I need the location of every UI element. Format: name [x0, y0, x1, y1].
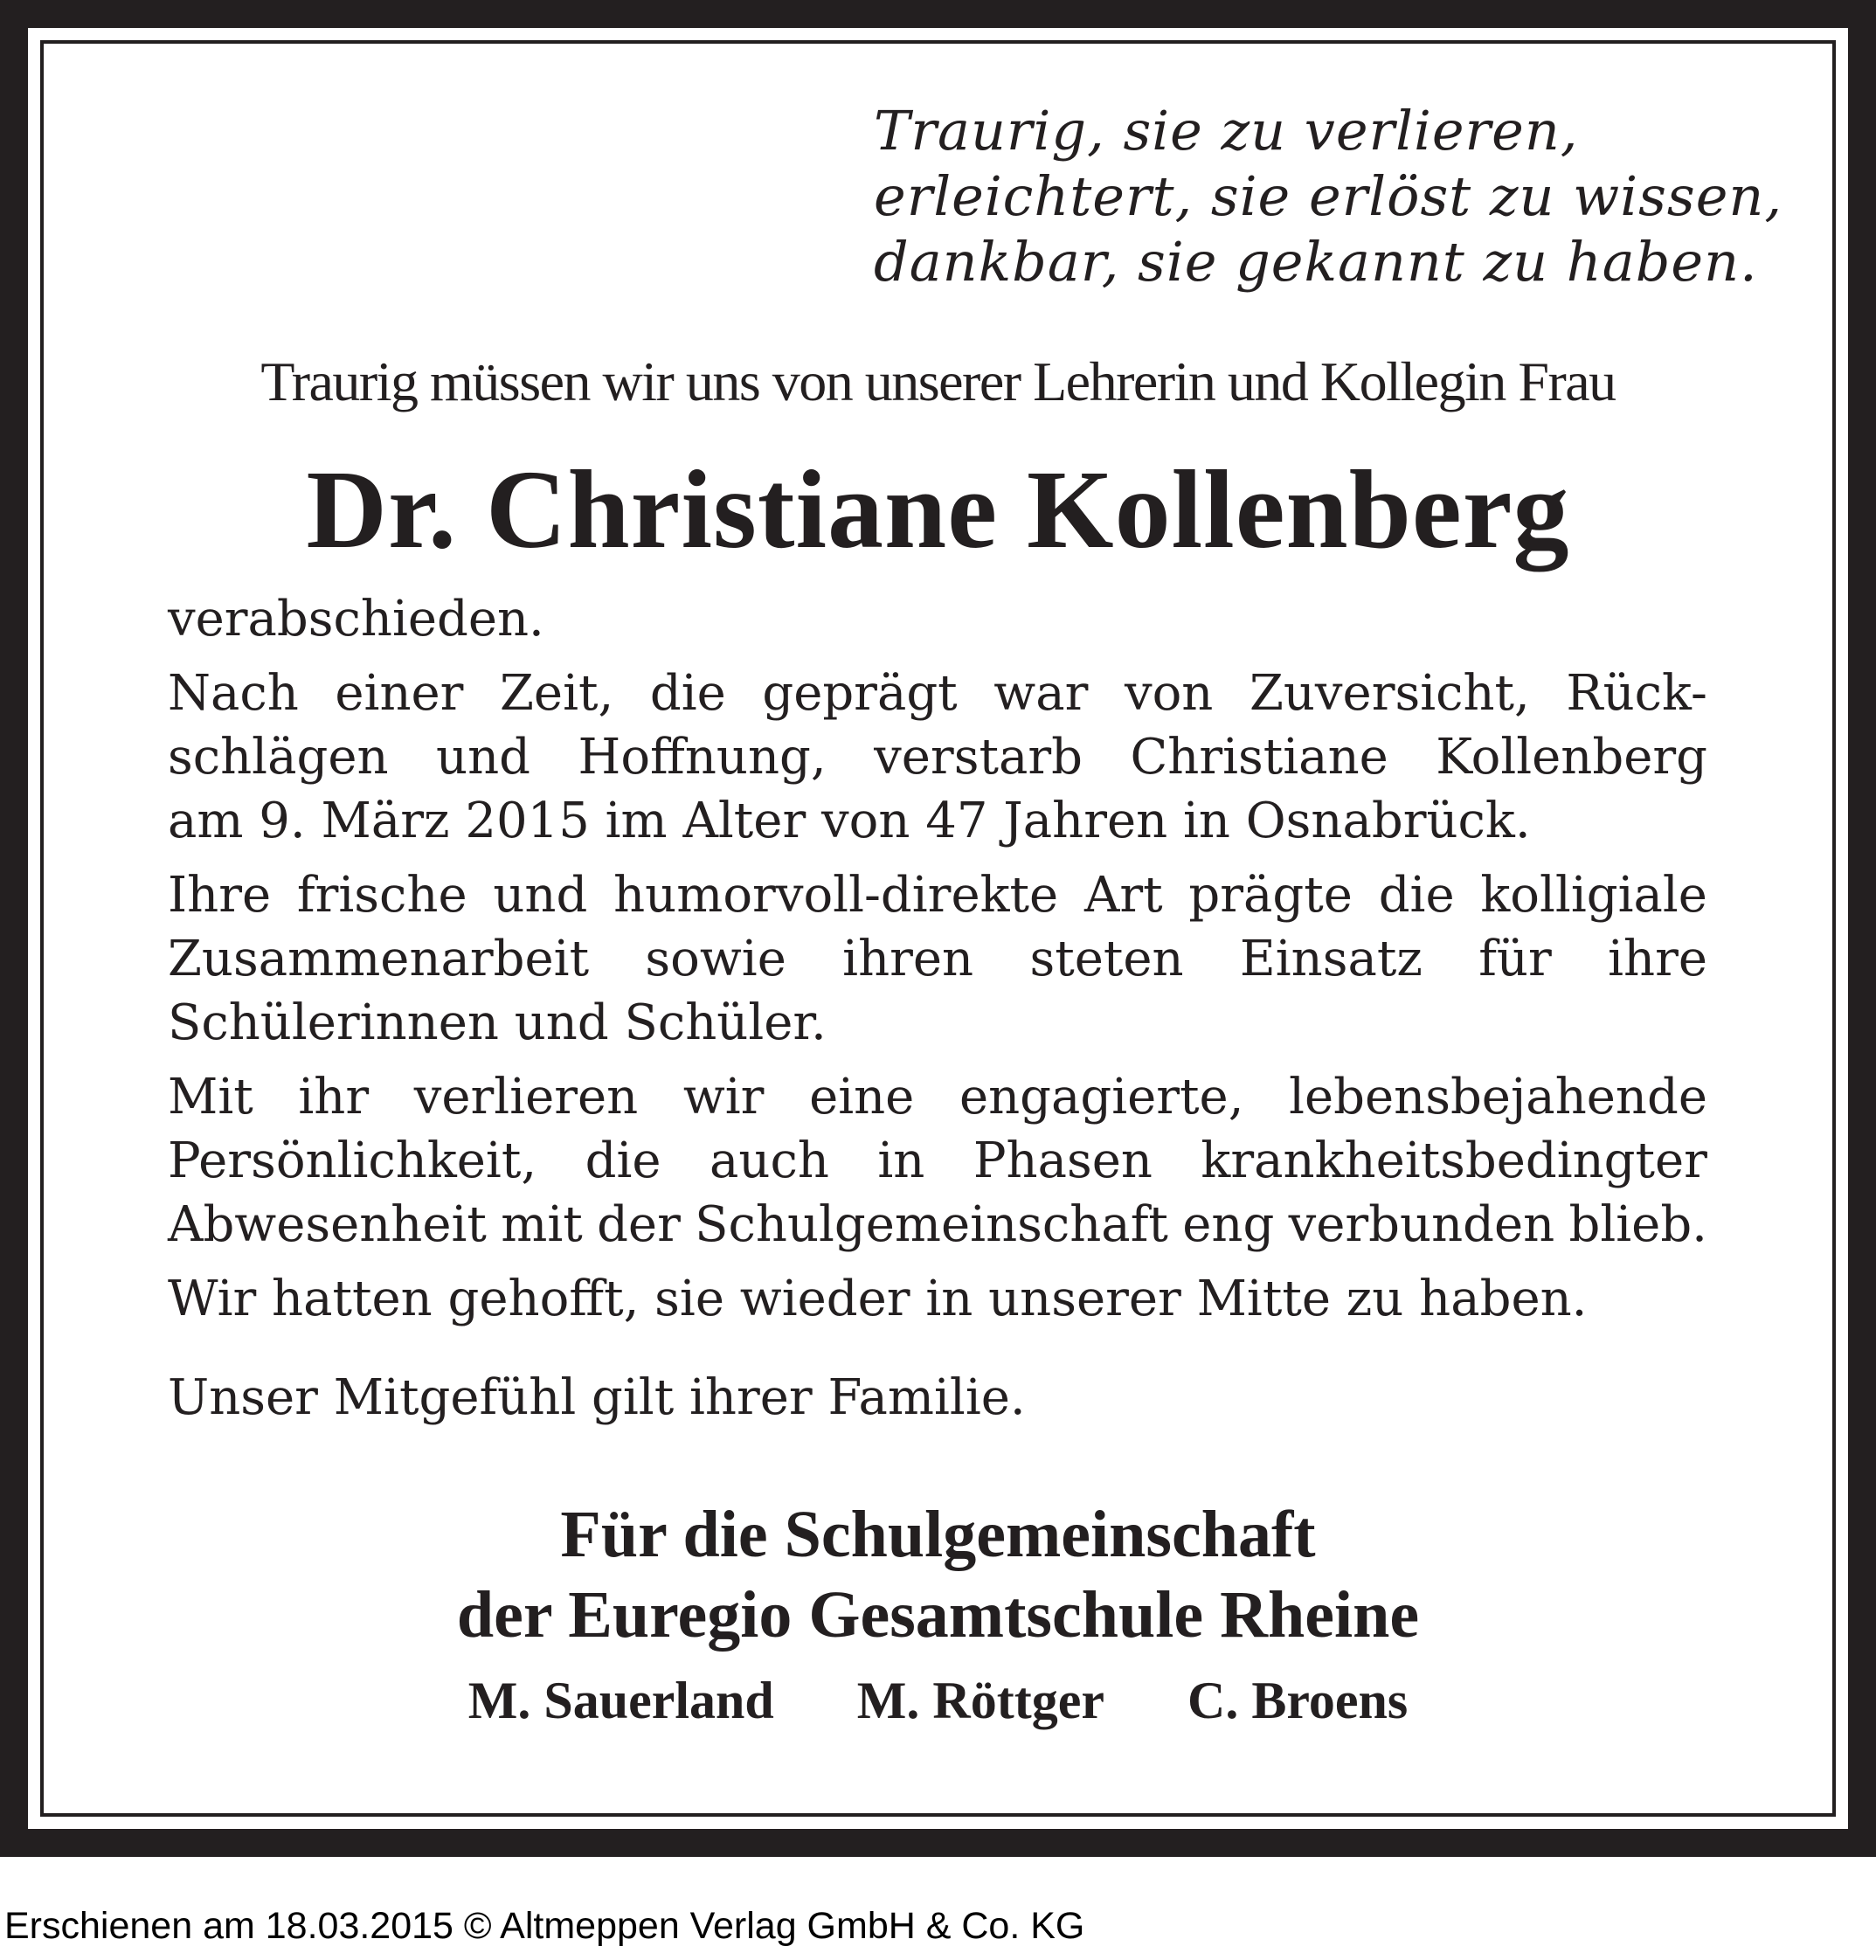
signature-line: Für die Schulgemeinschaft	[560, 1498, 1316, 1571]
body-line: Abwesenheit mit der Schulgemeinschaft eng verbunden blieb.	[168, 1196, 1707, 1253]
body-text	[168, 587, 1707, 1430]
body-line: Ihre frische und humorvoll-direkte Art prägte die kolligiale	[168, 867, 1707, 924]
poem-line: erleichtert, sie erlöst zu wissen,	[874, 164, 1783, 228]
signer-name: M. Sauerland	[467, 1672, 774, 1729]
deceased-name: Dr. Christiane Kollenberg	[306, 447, 1570, 571]
body-line: Nach einer Zeit, die geprägt war von Zuversicht, Rück-	[168, 665, 1707, 722]
body-line: Mit ihr verlieren wir eine engagierte, lebensbejahende	[168, 1069, 1707, 1125]
signer-name: M. Röttger	[856, 1672, 1104, 1729]
signer-name: C. Broens	[1187, 1672, 1409, 1729]
signature-line: der Euregio Gesamtschule Rheine	[456, 1578, 1420, 1652]
poem-line: Traurig, sie zu verlieren,	[874, 99, 1579, 163]
body-line: am 9. März 2015 im Alter von 47 Jahren in Osnabrück.	[168, 793, 1531, 849]
body-line: Persönlichkeit, die auch in Phasen krankheitsbedingter	[168, 1132, 1707, 1189]
poem	[874, 98, 1783, 294]
body-line: schlägen und Hoffnung, verstarb Christiane Kollenberg	[168, 729, 1707, 786]
signature-block	[0, 1494, 1876, 1655]
body-line: verabschieden.	[168, 591, 544, 648]
body-line: Schülerinnen und Schüler.	[168, 994, 827, 1051]
signer-names	[0, 1671, 1876, 1731]
publication-footer: Erschienen am 18.03.2015 © Altmeppen Verlag GmbH & Co. KG	[4, 1905, 1085, 1947]
poem-line: dankbar, sie gekannt zu haben.	[874, 230, 1758, 294]
intro-text: Traurig müssen wir uns von unserer Lehrerin und Kollegin Frau	[260, 350, 1616, 412]
body-line: Wir hatten gehofft, sie wieder in unserer Mitte zu haben.	[168, 1271, 1588, 1327]
body-line: Zusammenarbeit sowie ihren steten Einsatz für ihre	[168, 931, 1707, 987]
body-line: Unser Mitgefühl gilt ihrer Familie.	[168, 1369, 1026, 1426]
